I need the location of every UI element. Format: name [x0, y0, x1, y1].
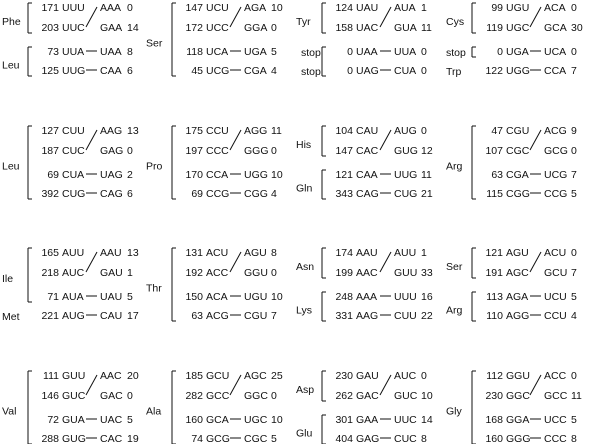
codon-count: 185: [185, 370, 203, 382]
anticodon-count: 5: [271, 46, 277, 58]
codon-count: 203: [41, 22, 59, 34]
anticodon-count: 2: [127, 169, 133, 181]
anticodon-count: 21: [421, 188, 433, 200]
pairing-line: [530, 130, 541, 150]
anticodon: AUG: [394, 125, 417, 137]
pairing-line: [380, 130, 391, 150]
anticodon-count: 0: [271, 390, 277, 402]
codon: CGG: [506, 188, 530, 200]
anticodon-count: 10: [271, 2, 283, 14]
anticodon-count: 5: [571, 291, 577, 303]
pairing-line: [380, 375, 391, 395]
codon-count: 125: [41, 65, 59, 77]
codon: UCA: [206, 46, 229, 58]
codon: GUA: [62, 414, 85, 426]
anticodon-count: 1: [421, 2, 427, 14]
anticodon: UGC: [244, 414, 268, 426]
anticodon-count: 0: [571, 247, 577, 259]
codon: AGA: [506, 291, 529, 303]
codon-count: 107: [485, 145, 503, 157]
anticodon: AGC: [244, 370, 267, 382]
anticodon: GUA: [394, 22, 417, 34]
codon-count: 69: [191, 188, 203, 200]
codon: GCU: [206, 370, 230, 382]
anticodon-count: 5: [271, 433, 277, 444]
codon: UUG: [62, 65, 86, 77]
amino-acid-label: stop: [446, 47, 466, 59]
amino-acid-label: Pro: [146, 160, 163, 173]
anticodon-count: 11: [421, 169, 432, 181]
amino-acid-label: Arg: [446, 304, 463, 317]
codon-count: 331: [335, 310, 353, 322]
amino-acid-label: Met: [2, 311, 20, 323]
codon: CCU: [206, 125, 229, 137]
codon-count: 69: [47, 169, 59, 181]
pairing-line: [86, 375, 97, 395]
amino-acid-label: Gly: [446, 405, 462, 418]
anticodon-count: 0: [571, 46, 577, 58]
pairing-line: [86, 130, 97, 150]
anticodon-count: 4: [571, 310, 577, 322]
amino-acid-label: Asn: [296, 261, 315, 273]
anticodon: CAC: [100, 433, 123, 444]
codon-count: 111: [43, 370, 59, 382]
codon: CGA: [506, 169, 529, 181]
anticodon: GGG: [244, 145, 269, 157]
anticodon: UGU: [244, 291, 268, 303]
codon: UGU: [506, 2, 530, 14]
codon: AUC: [62, 267, 85, 279]
amino-acid-label: Ser: [146, 37, 163, 50]
anticodon-count: 25: [271, 370, 283, 382]
anticodon: GCC: [544, 390, 568, 402]
codon: UGA: [506, 46, 529, 58]
codon: CAG: [356, 188, 379, 200]
codon: CGC: [506, 145, 530, 157]
anticodon: GAG: [100, 145, 124, 157]
amino-acid-label: Thr: [146, 282, 162, 295]
anticodon: CUC: [394, 433, 417, 444]
anticodon-count: 5: [127, 291, 133, 303]
anticodon: UUA: [394, 46, 417, 58]
codon-count: 158: [335, 22, 353, 34]
anticodon-count: 9: [571, 125, 577, 137]
codon: ACU: [206, 247, 229, 259]
codon-count: 174: [335, 247, 353, 259]
anticodon: ACG: [544, 125, 567, 137]
amino-acid-label: Val: [2, 405, 17, 418]
codon-count: 192: [185, 267, 203, 279]
anticodon-count: 6: [127, 65, 133, 77]
codon-count: 73: [47, 46, 59, 58]
codon: UGG: [506, 65, 530, 77]
codon-count: 71: [47, 291, 59, 303]
codon-count: 175: [185, 125, 203, 137]
anticodon: GUG: [394, 145, 418, 157]
anticodon-count: 10: [271, 414, 283, 426]
anticodon-count: 1: [127, 267, 133, 279]
amino-acid-label: Leu: [2, 160, 20, 173]
codon-count: 72: [47, 414, 59, 426]
codon: UCG: [206, 65, 230, 77]
anticodon-count: 30: [571, 22, 583, 34]
codon-count: 165: [41, 247, 59, 259]
anticodon-count: 19: [127, 433, 139, 444]
codon: CAC: [356, 145, 379, 157]
anticodon: AUC: [394, 370, 417, 382]
pairing-line: [530, 7, 541, 27]
codon: UAC: [356, 22, 379, 34]
anticodon: GUU: [394, 267, 418, 279]
codon-count: 404: [335, 433, 353, 444]
codon: AAC: [356, 267, 378, 279]
codon: CAA: [356, 169, 378, 181]
codon-count: 172: [185, 22, 203, 34]
anticodon: CCA: [544, 65, 567, 77]
anticodon: AAG: [100, 125, 123, 137]
anticodon: CGA: [244, 65, 267, 77]
anticodon: UCC: [544, 414, 567, 426]
codon-count: 131: [185, 247, 203, 259]
anticodon: CAG: [100, 188, 123, 200]
amino-acid-label: Phe: [2, 16, 21, 28]
anticodon: AAU: [100, 247, 122, 259]
anticodon-count: 0: [421, 65, 427, 77]
anticodon: AGA: [244, 2, 267, 14]
anticodon: UAG: [100, 169, 123, 181]
codon-count: 343: [335, 188, 353, 200]
anticodon-count: 5: [571, 188, 577, 200]
anticodon: AUU: [394, 247, 417, 259]
anticodon-count: 17: [127, 310, 139, 322]
codon-count: 124: [335, 2, 353, 14]
anticodon: GCU: [544, 267, 568, 279]
codon: GGC: [506, 390, 530, 402]
codon: CCC: [206, 145, 229, 157]
anticodon-count: 10: [271, 291, 283, 303]
anticodon-count: 13: [127, 247, 139, 259]
codon: AAG: [356, 310, 379, 322]
anticodon-count: 20: [127, 370, 139, 382]
pairing-line: [530, 252, 541, 272]
codon-count: 160: [185, 414, 203, 426]
codon-count: 122: [485, 65, 503, 77]
amino-acid-label: Ala: [146, 405, 162, 418]
amino-acid-label: Tyr: [296, 16, 311, 28]
amino-acid-label: Gln: [296, 182, 313, 195]
anticodon: UAU: [100, 291, 123, 303]
codon-count: 199: [335, 267, 353, 279]
anticodon-count: 0: [421, 46, 427, 58]
anticodon-count: 14: [421, 414, 433, 426]
anticodon-count: 10: [421, 390, 433, 402]
anticodon: GAC: [100, 390, 123, 402]
anticodon-count: 0: [271, 22, 277, 34]
anticodon-count: 12: [421, 145, 433, 157]
amino-acid-label: Ser: [446, 261, 463, 273]
pairing-line: [530, 375, 541, 395]
anticodon: GCG: [544, 145, 568, 157]
amino-acid-label: stop: [301, 47, 321, 59]
codon-count: 160: [485, 433, 503, 444]
codon-count: 63: [491, 169, 503, 181]
codon: GCA: [206, 414, 229, 426]
codon-count: 168: [485, 414, 503, 426]
anticodon: CGU: [244, 310, 268, 322]
anticodon: GGC: [244, 390, 268, 402]
anticodon: AGG: [244, 125, 268, 137]
anticodon: AAC: [100, 370, 122, 382]
anticodon: UCG: [544, 169, 568, 181]
anticodon-count: 6: [127, 188, 133, 200]
codon-count: 47: [491, 125, 503, 137]
anticodon: UGA: [244, 46, 267, 58]
codon-count: 0: [347, 65, 353, 77]
codon: GUG: [62, 433, 86, 444]
codon-count: 113: [486, 291, 503, 303]
pairing-line: [86, 7, 97, 27]
codon: ACC: [206, 267, 229, 279]
codon: GAG: [356, 433, 380, 444]
codon: GUC: [62, 390, 86, 402]
codon: AAA: [356, 291, 378, 303]
anticodon-count: 8: [271, 247, 277, 259]
anticodon-count: 0: [571, 2, 577, 14]
anticodon-count: 7: [571, 267, 577, 279]
anticodon: CUU: [394, 310, 417, 322]
pairing-line: [380, 252, 391, 272]
amino-acid-label: Lys: [296, 304, 312, 317]
amino-acid-label: Asp: [296, 384, 315, 396]
anticodon-count: 8: [421, 433, 427, 444]
codon: UAG: [356, 65, 379, 77]
codon: UGC: [506, 22, 530, 34]
amino-acid-label: His: [296, 139, 312, 151]
codon-count: 118: [186, 46, 203, 58]
codon-count: 63: [191, 310, 203, 322]
codon-count: 197: [185, 145, 203, 157]
anticodon-count: 0: [571, 370, 577, 382]
codon: AGU: [506, 247, 529, 259]
codon-count: 74: [191, 433, 203, 444]
anticodon: AGU: [244, 247, 267, 259]
anticodon: UUG: [394, 169, 418, 181]
codon-count: 112: [486, 370, 503, 382]
anticodon-count: 10: [271, 169, 283, 181]
amino-acid-label: Arg: [446, 160, 463, 173]
codon-count: 218: [41, 267, 59, 279]
pairing-line: [230, 7, 241, 27]
anticodon: GGU: [244, 267, 268, 279]
anticodon: UAA: [100, 46, 122, 58]
anticodon: GUC: [394, 390, 418, 402]
anticodon: UCA: [544, 46, 567, 58]
anticodon-count: 7: [571, 65, 577, 77]
codon: GGG: [506, 433, 531, 444]
anticodon: UUC: [394, 414, 417, 426]
anticodon-count: 14: [127, 22, 139, 34]
codon: GUU: [62, 370, 86, 382]
anticodon-count: 0: [571, 145, 577, 157]
codon-count: 127: [41, 125, 59, 137]
codon-count: 191: [485, 267, 503, 279]
anticodon: CGG: [244, 188, 268, 200]
anticodon-count: 33: [421, 267, 433, 279]
codon-count: 119: [486, 22, 503, 34]
codon: CUA: [62, 169, 85, 181]
codon: AGG: [506, 310, 530, 322]
anticodon: CCG: [544, 188, 568, 200]
codon: ACA: [206, 291, 228, 303]
anticodon: CCU: [544, 310, 567, 322]
anticodon: CUA: [394, 65, 417, 77]
codon: CUC: [62, 145, 85, 157]
anticodon: AUA: [394, 2, 416, 14]
pairing-line: [230, 252, 241, 272]
codon-count: 0: [347, 46, 353, 58]
anticodon-count: 0: [271, 267, 277, 279]
anticodon-count: 0: [421, 125, 427, 137]
codon-count: 121: [335, 169, 353, 181]
amino-acid-label: stop: [301, 66, 321, 78]
amino-acid-label: Trp: [446, 66, 462, 78]
anticodon: ACC: [544, 370, 567, 382]
amino-acid-label: Ile: [2, 273, 14, 285]
anticodon-count: 5: [127, 414, 133, 426]
codon: GGA: [506, 414, 530, 426]
codon: UAA: [356, 46, 378, 58]
codon-count: 104: [335, 125, 353, 137]
anticodon-count: 4: [271, 65, 277, 77]
codon-count: 115: [486, 188, 503, 200]
codon: CGU: [506, 125, 530, 137]
anticodon: UCU: [544, 291, 567, 303]
anticodon: CAU: [100, 310, 123, 322]
codon-count: 146: [41, 390, 59, 402]
codon-count: 230: [485, 390, 503, 402]
codon-count: 150: [185, 291, 203, 303]
amino-acid-label: Glu: [296, 427, 313, 440]
amino-acid-label: Cys: [446, 16, 465, 28]
codon-count: 288: [41, 433, 59, 444]
anticodon-count: 8: [571, 433, 577, 444]
codon: AUG: [62, 310, 85, 322]
codon: GCC: [206, 390, 230, 402]
pairing-line: [380, 7, 391, 27]
anticodon: UGG: [244, 169, 268, 181]
codon: CUG: [62, 188, 86, 200]
anticodon-count: 22: [421, 310, 433, 322]
codon: CCA: [206, 169, 229, 181]
anticodon-count: 7: [271, 310, 277, 322]
anticodon-count: 5: [571, 414, 577, 426]
anticodon-count: 4: [271, 188, 277, 200]
codon-count: 0: [497, 46, 503, 58]
anticodon-count: 13: [127, 125, 139, 137]
anticodon-count: 16: [421, 291, 433, 303]
codon: UUA: [62, 46, 85, 58]
pairing-line: [230, 375, 241, 395]
anticodon: GAA: [100, 22, 123, 34]
anticodon: AAA: [100, 2, 122, 14]
anticodon-count: 0: [271, 145, 277, 157]
anticodon-count: 0: [127, 2, 133, 14]
anticodon-count: 1: [421, 247, 427, 259]
codon-count: 262: [335, 390, 353, 402]
codon: CAU: [356, 125, 379, 137]
codon: GAA: [356, 414, 379, 426]
codon: UCU: [206, 2, 229, 14]
anticodon: UAC: [100, 414, 123, 426]
anticodon: ACA: [544, 2, 566, 14]
codon: AUA: [62, 291, 84, 303]
codon: GGU: [506, 370, 530, 382]
anticodon: CUG: [394, 188, 418, 200]
anticodon: UUU: [394, 291, 417, 303]
codon: CUU: [62, 125, 85, 137]
codon-count: 147: [185, 2, 203, 14]
anticodon-count: 8: [127, 46, 133, 58]
codon: CCG: [206, 188, 230, 200]
codon-count: 187: [41, 145, 59, 157]
anticodon: GAU: [100, 267, 123, 279]
pairing-line: [230, 130, 241, 150]
codon-count: 45: [191, 65, 203, 77]
codon-count: 147: [335, 145, 353, 157]
anticodon-count: 11: [421, 22, 432, 34]
anticodon-count: 0: [127, 390, 133, 402]
codon: GAU: [356, 370, 379, 382]
codon: UAU: [356, 2, 379, 14]
codon-count: 171: [41, 2, 59, 14]
anticodon: CGC: [244, 433, 268, 444]
codon: AUU: [62, 247, 85, 259]
codon-count: 248: [335, 291, 353, 303]
codon: ACG: [206, 310, 229, 322]
anticodon-count: 11: [271, 125, 282, 137]
codon: GCG: [206, 433, 230, 444]
codon: GAC: [356, 390, 379, 402]
codon: UUC: [62, 22, 85, 34]
amino-acid-label: Leu: [2, 59, 20, 72]
codon-count: 110: [486, 310, 503, 322]
pairing-line: [86, 252, 97, 272]
codon-count: 230: [335, 370, 353, 382]
codon: UCC: [206, 22, 229, 34]
anticodon-count: 7: [571, 169, 577, 181]
codon-count: 392: [41, 188, 59, 200]
anticodon-count: 0: [127, 145, 133, 157]
codon: AAU: [356, 247, 378, 259]
codon-count: 282: [185, 390, 203, 402]
anticodon-count: 0: [421, 370, 427, 382]
anticodon: GCA: [544, 22, 567, 34]
anticodon: GGA: [244, 22, 268, 34]
anticodon-count: 11: [571, 390, 582, 402]
codon: UUU: [62, 2, 85, 14]
codon: AGC: [506, 267, 529, 279]
codon-count: 221: [41, 310, 59, 322]
anticodon: CAA: [100, 65, 122, 77]
anticodon: CCC: [544, 433, 567, 444]
codon-count: 121: [485, 247, 503, 259]
codon-count: 301: [335, 414, 353, 426]
codon-count: 99: [491, 2, 503, 14]
anticodon: ACU: [544, 247, 567, 259]
codon-count: 170: [185, 169, 203, 181]
